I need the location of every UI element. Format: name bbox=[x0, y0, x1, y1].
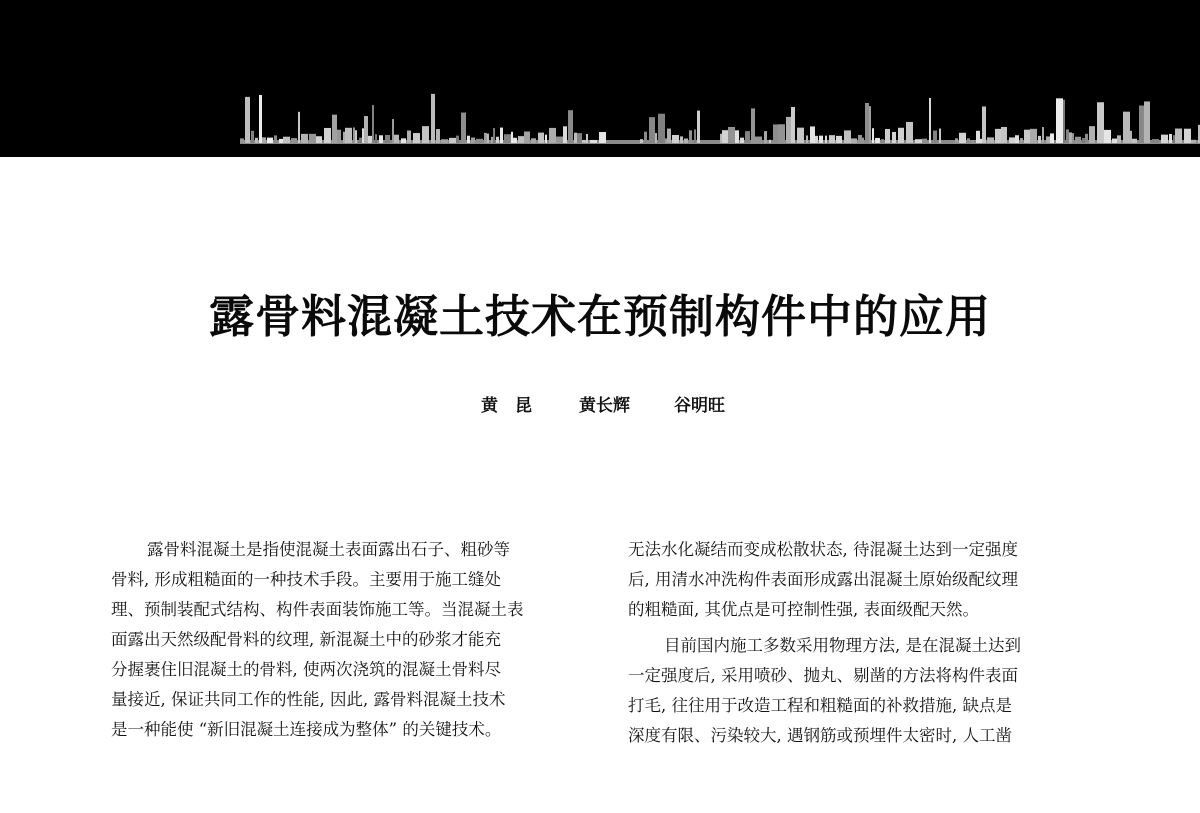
skyline-building bbox=[401, 138, 406, 143]
skyline-building bbox=[745, 131, 750, 143]
skyline-building bbox=[538, 133, 544, 143]
skyline-building bbox=[262, 137, 266, 143]
skyline-building bbox=[959, 133, 966, 143]
skyline-building bbox=[375, 134, 377, 143]
skyline-building bbox=[556, 137, 563, 143]
skyline-building bbox=[379, 135, 383, 143]
skyline-building bbox=[697, 111, 700, 143]
skyline-building bbox=[694, 129, 696, 143]
skyline-building bbox=[493, 128, 495, 143]
skyline-building bbox=[343, 132, 345, 143]
skyline-building bbox=[786, 117, 791, 143]
skyline-building bbox=[291, 138, 297, 143]
skyline-building bbox=[825, 136, 827, 143]
body-line: 无法水化凝结而变成松散状态, 待混凝土达到一定强度 bbox=[628, 540, 1018, 559]
skyline-building bbox=[549, 128, 556, 143]
skyline-building bbox=[1112, 139, 1117, 143]
skyline-building bbox=[735, 130, 739, 143]
skyline-building bbox=[778, 124, 785, 143]
skyline-building bbox=[933, 131, 937, 143]
skyline-building bbox=[865, 103, 869, 143]
skyline-building bbox=[574, 133, 577, 143]
skyline-building bbox=[456, 136, 459, 143]
skyline-building bbox=[274, 135, 277, 143]
skyline-building bbox=[316, 136, 322, 143]
skyline-building bbox=[353, 127, 355, 143]
skyline-building bbox=[1132, 139, 1137, 143]
skyline-building bbox=[875, 138, 880, 143]
skyline-building bbox=[407, 131, 411, 143]
skyline-building bbox=[806, 135, 808, 143]
skyline-building bbox=[819, 136, 823, 143]
skyline-building bbox=[332, 115, 337, 143]
skyline-building bbox=[640, 139, 643, 143]
skyline-building bbox=[906, 122, 913, 143]
body-line: 露骨料混凝土是指使混凝土表面露出石子、粗砂等 bbox=[147, 540, 510, 559]
skyline-building bbox=[1085, 134, 1088, 143]
skyline-building bbox=[368, 136, 372, 143]
skyline-building bbox=[491, 137, 493, 143]
skyline-building bbox=[844, 130, 851, 143]
left-column bbox=[111, 535, 591, 745]
skyline-building bbox=[1191, 140, 1196, 143]
skyline-building bbox=[500, 128, 503, 143]
skyline-building bbox=[665, 138, 667, 143]
skyline-building bbox=[1050, 133, 1054, 143]
skyline-building bbox=[915, 139, 922, 143]
skyline-building bbox=[245, 97, 250, 143]
skyline-building bbox=[858, 135, 862, 143]
skyline-building bbox=[720, 134, 722, 143]
article-title: 露骨料混凝土技术在预制构件中的应用 bbox=[208, 290, 991, 343]
body-line: 打毛, 往往用于改造工程和粗糙面的补救措施, 缺点是 bbox=[628, 696, 1012, 715]
skyline-decoration bbox=[0, 0, 1200, 157]
skyline-building bbox=[385, 135, 390, 143]
author-2: 黄长辉 bbox=[579, 396, 630, 416]
skyline-building bbox=[1046, 136, 1050, 143]
skyline-building bbox=[586, 134, 588, 143]
skyline-building bbox=[672, 135, 679, 143]
skyline-building bbox=[862, 138, 864, 143]
skyline-building bbox=[267, 138, 273, 143]
skyline-building bbox=[1130, 131, 1132, 143]
skyline-building bbox=[355, 130, 357, 143]
skyline-building bbox=[1117, 135, 1121, 143]
skyline-building bbox=[1169, 134, 1172, 143]
skyline-building bbox=[885, 129, 890, 143]
skyline-building bbox=[513, 138, 517, 143]
skyline-building bbox=[422, 126, 429, 143]
skyline-building bbox=[279, 139, 283, 143]
skyline-building bbox=[1015, 135, 1019, 143]
skyline-building bbox=[1173, 135, 1175, 143]
skyline-building bbox=[929, 98, 931, 143]
author-3: 谷明旺 bbox=[674, 396, 725, 416]
skyline-building bbox=[441, 139, 448, 143]
skyline-building bbox=[545, 135, 547, 143]
skyline-building bbox=[791, 107, 795, 143]
body-line: 目前国内施工多数采用物理方法, 是在混凝土达到 bbox=[664, 636, 1021, 655]
skyline-building bbox=[898, 128, 904, 143]
skyline-building bbox=[496, 137, 499, 143]
body-line: 后, 用清水冲洗构件表面形成露出混凝土原始级配纹理 bbox=[628, 570, 1018, 589]
skyline-building bbox=[449, 138, 456, 143]
skyline-buildings bbox=[240, 94, 1200, 144]
skyline-building bbox=[939, 129, 941, 143]
skyline-building bbox=[1030, 129, 1037, 143]
skyline-building bbox=[1175, 129, 1182, 143]
skyline-building bbox=[1063, 100, 1065, 143]
skyline-building bbox=[1152, 139, 1159, 143]
skyline-building bbox=[1009, 137, 1015, 143]
skyline-building bbox=[431, 94, 435, 143]
skyline-building bbox=[476, 139, 483, 143]
skyline-building bbox=[797, 128, 804, 143]
skyline-building bbox=[511, 132, 513, 143]
skyline-building bbox=[1020, 138, 1023, 143]
skyline-building bbox=[976, 131, 980, 143]
skyline-building bbox=[301, 134, 308, 143]
skyline-building bbox=[872, 128, 874, 143]
skyline-building bbox=[881, 139, 884, 143]
skyline-building bbox=[892, 132, 896, 143]
skyline-building bbox=[1024, 130, 1030, 143]
skyline-building bbox=[283, 137, 290, 143]
skyline-building bbox=[955, 138, 958, 143]
skyline-building bbox=[324, 128, 331, 143]
skyline-building bbox=[829, 135, 835, 143]
skyline-building bbox=[364, 116, 368, 143]
skyline-building bbox=[524, 131, 530, 143]
skyline-building bbox=[251, 131, 254, 143]
skyline-building bbox=[655, 133, 657, 143]
skyline-building bbox=[518, 136, 524, 143]
skyline-building bbox=[599, 132, 606, 143]
header-band bbox=[0, 0, 1200, 157]
skyline-building bbox=[1144, 101, 1150, 143]
skyline-building bbox=[722, 130, 728, 143]
skyline-building bbox=[755, 137, 762, 143]
skyline-building bbox=[815, 136, 818, 143]
skyline-building bbox=[764, 131, 767, 143]
skyline-building bbox=[309, 134, 316, 143]
skyline-building bbox=[394, 135, 399, 143]
skyline-building bbox=[531, 138, 536, 143]
skyline-building bbox=[1066, 129, 1069, 143]
skyline-building bbox=[982, 106, 986, 143]
skyline-building bbox=[1161, 135, 1168, 143]
skyline-building bbox=[684, 139, 688, 143]
skyline-building bbox=[769, 140, 771, 143]
skyline-building bbox=[372, 105, 374, 143]
skyline-building bbox=[751, 108, 755, 143]
body-line: 深度有限、污染较大, 遇钢筋或预埋件太密时, 人工凿 bbox=[628, 726, 1012, 745]
body-line: 的粗糙面, 其优点是可控制性强, 表面级配天然。 bbox=[628, 600, 979, 619]
skyline-building bbox=[1184, 129, 1191, 143]
skyline-building bbox=[568, 110, 573, 143]
body-line: 骨料, 形成粗糙面的一种技术手段。主要用于施工缝处 bbox=[111, 570, 501, 589]
skyline-building bbox=[461, 113, 466, 143]
skyline-building bbox=[987, 137, 994, 143]
skyline-building bbox=[255, 138, 258, 143]
skyline-building bbox=[337, 130, 341, 143]
skyline-building bbox=[922, 139, 927, 143]
skyline-building bbox=[1069, 132, 1072, 143]
skyline-building bbox=[1089, 126, 1095, 143]
skyline-building bbox=[582, 140, 586, 143]
skyline-building bbox=[577, 133, 582, 143]
skyline-building bbox=[1075, 137, 1081, 143]
skyline-building bbox=[563, 126, 567, 143]
skyline-building bbox=[436, 129, 440, 143]
skyline-building bbox=[644, 132, 647, 143]
skyline-building bbox=[471, 138, 475, 143]
body-line: 是一种能使 “新旧混凝土连接成为整体” 的关键技术。 bbox=[111, 720, 502, 739]
body-line: 面露出天然级配骨料的纹理, 新混凝土中的砂浆才能充 bbox=[111, 630, 501, 649]
skyline-building bbox=[667, 129, 671, 143]
skyline-building bbox=[740, 138, 744, 143]
skyline-building bbox=[1072, 133, 1074, 143]
skyline-building bbox=[851, 138, 857, 143]
skyline-building bbox=[836, 136, 842, 143]
skyline-building bbox=[810, 126, 815, 143]
skyline-building bbox=[392, 119, 394, 143]
skyline-building bbox=[869, 106, 871, 143]
skyline-building bbox=[658, 114, 665, 143]
right-column bbox=[628, 535, 1108, 751]
skyline-building bbox=[995, 129, 1001, 143]
skyline-building bbox=[680, 136, 683, 143]
skyline-building bbox=[1139, 106, 1144, 143]
skyline-building bbox=[413, 133, 420, 143]
skyline-building bbox=[345, 128, 352, 143]
skyline-building bbox=[1104, 130, 1111, 143]
skyline-building bbox=[728, 127, 735, 143]
skyline-building bbox=[1038, 136, 1041, 143]
skyline-building bbox=[967, 138, 970, 143]
skyline-building bbox=[971, 140, 974, 143]
skyline-building bbox=[649, 117, 655, 143]
skyline-building bbox=[590, 140, 597, 143]
skyline-building bbox=[504, 134, 511, 143]
skyline-building bbox=[1097, 102, 1104, 143]
skyline-building bbox=[773, 124, 778, 143]
skyline-building bbox=[1001, 127, 1007, 143]
skyline-building bbox=[362, 128, 364, 143]
skyline-building bbox=[1123, 112, 1130, 143]
skyline-building bbox=[487, 134, 489, 143]
skyline-building bbox=[259, 95, 262, 143]
author-1: 黄 昆 bbox=[481, 396, 532, 416]
skyline-building bbox=[1082, 138, 1085, 143]
skyline-building bbox=[689, 130, 692, 143]
skyline-building bbox=[1042, 127, 1044, 143]
body-line: 分握裹住旧混凝土的骨料, 使两次浇筑的混凝土骨料尽 bbox=[111, 660, 501, 679]
skyline-building bbox=[298, 112, 300, 143]
skyline-building bbox=[1056, 98, 1063, 143]
body-line: 理、预制装配式结构、构件表面装饰施工等。当混凝土表 bbox=[111, 600, 524, 619]
skyline-building bbox=[484, 133, 487, 143]
body-line: 量接近, 保证共同工作的性能, 因此, 露骨料混凝土技术 bbox=[111, 690, 506, 709]
skyline-building bbox=[359, 138, 362, 143]
body-line: 一定强度后, 采用喷砂、抛丸、剔凿的方法将构件表面 bbox=[628, 666, 1018, 685]
skyline-building bbox=[980, 139, 982, 143]
skyline-building bbox=[240, 138, 244, 143]
skyline-building bbox=[467, 136, 470, 143]
